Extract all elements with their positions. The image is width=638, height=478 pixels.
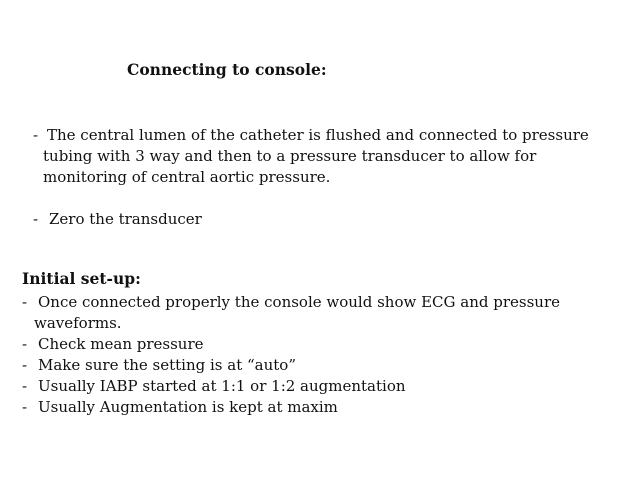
list-item-line: waveforms. [34, 314, 122, 332]
list-item [22, 397, 522, 418]
bullet-marker: - [33, 210, 39, 228]
bullet-marker: - [22, 377, 28, 395]
list-item [22, 292, 622, 334]
section-title-connecting: Connecting to console: [127, 60, 327, 79]
list-item [22, 376, 522, 397]
bullet-marker: - [22, 356, 28, 374]
bullet-marker: - [22, 335, 28, 353]
bullet-marker: - [22, 398, 28, 416]
list-item-line: Usually IABP started at 1:1 or 1:2 augmentation [38, 377, 406, 395]
list-item-line: Once connected properly the console would show ECG and pressure [38, 293, 560, 311]
list-item [22, 355, 422, 376]
bullet-marker: - [33, 126, 39, 144]
list-item-line: Make sure the setting is at “auto” [38, 356, 297, 374]
bullet-marker: - [22, 293, 28, 311]
list-item-line: Check mean pressure [38, 335, 204, 353]
list-item [33, 209, 333, 230]
list-item-line: Usually Augmentation is kept at maxim [38, 398, 338, 416]
section-title-initial-setup: Initial set-up: [22, 269, 141, 288]
list-item-line: The central lumen of the catheter is flushed and connected to pressure [47, 126, 589, 144]
list-item [33, 125, 613, 188]
list-item-line: monitoring of central aortic pressure. [43, 168, 331, 186]
list-item [22, 334, 422, 355]
list-item-line: Zero the transducer [49, 210, 202, 228]
list-item-line: tubing with 3 way and then to a pressure transducer to allow for [43, 147, 537, 165]
